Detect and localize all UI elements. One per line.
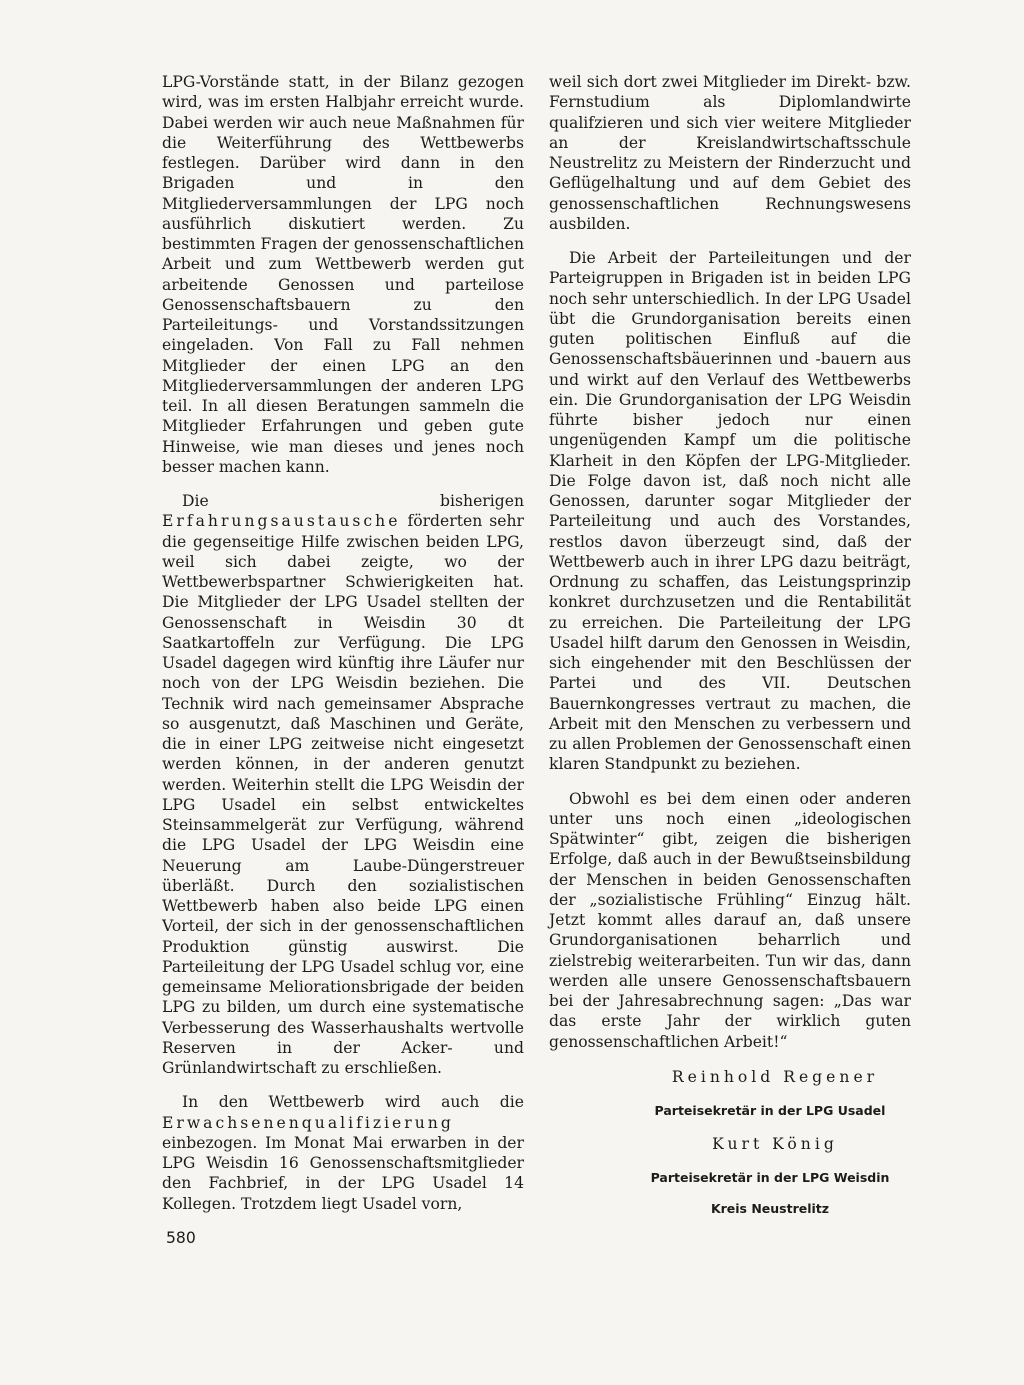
right-column [549,72,911,1231]
signature-block [549,1066,911,1217]
right-paragraph-1: weil sich dort zwei Mitglieder im Direkt- bzw. Fernstudium als Diplomlandwirte qualifzieren und sich vier weitere Mitglieder an der Kreislandwirtschaftsschule Neustrelitz zu Meistern der Rinderzucht und Geflügelhaltung und auf dem Gebiet des genossenschaftlichen Rechnungswesens ausbilden. [549,73,911,233]
signature-role-1: Parteisekretär in der LPG Usadel [654,1102,886,1118]
page-number: 580 [166,1229,196,1247]
right-paragraph-2: Die Arbeit der Parteileitungen und der Parteigruppen in Brigaden ist in beiden LPG noch sehr unterschiedlich. In der LPG Usadel übt die Grundorganisation bereits einen guten politischen Einfluß auf die Genossenschaftsbäuerinnen und -bauern aus und wirkt auf den Verlauf des Wettbewerbs ein. Die Grundorganisation der LPG Weisdin führte bisher jedoch nur einen ungenügenden Kampf um die politische Klarheit in den Köpfen der LPG-Mitglieder. Die Folge davon ist, daß noch nicht alle Genossen, darunter sogar Mitglieder der Parteileitung und auch des Vorstandes, restlos davon überzeugt sind, daß der Wettbewerb auch in ihrer LPG dazu beiträgt, Ordnung zu schaffen, das Leistungsprinzip konkret durchzusetzen und die Rentabilität zu erreichen. Die Parteileitung der LPG Usadel hilft darum den Genossen in Weisdin, sich eingehender mit den Beschlüssen der Partei und des VII. Deutschen Bauernkongresses vertraut zu machen, die Arbeit mit den Menschen zu verbessern und zu allen Problemen der Genossenschaft einen klaren Standpunkt zu beziehen. [549,249,911,774]
left-paragraph-3-prefix: In den Wettbewerb wird auch die [182,1093,524,1112]
signature-role-2: Parteisekretär in der LPG Weisdin [650,1169,890,1185]
left-paragraph-2-emphasis: Erfahrungsaustausche [162,512,401,531]
left-paragraph-3-emphasis: Erwachsenenqualifizierung [162,1113,454,1132]
signature-role-2-line-2: Kreis Neustrelitz [710,1200,830,1216]
left-paragraph-2-prefix: Die bisherigen [182,492,524,510]
right-paragraph-3: Obwohl es bei dem einen oder anderen unter uns noch einen „ideologischen Spätwinter“ gibt, zeigen die bisherigen Erfolge, daß auch in der Bewußtseinsbildung der Menschen in beiden Genossenschaften der „sozialistische Frühling“ Einzug hält. Jetzt kommt alles darauf an, daß unsere Grundorganisationen beharrlich und zielstrebig weiterarbeiten. Tun wir das, dann werden alle unsere Genossenschaftsbauern bei der Jahresabrechnung sagen: „Das war das erste Jahr der wirklich guten genossenschaftlichen Arbeit!“ [549,789,911,1051]
left-paragraph-1: LPG-Vorstände statt, in der Bilanz gezogen wird, was im ersten Halbjahr erreicht wurde. Dabei werden wir auch neue Maßnahmen für die Weiterführung des Wettbewerbs festlegen. Darüber wird dann in den Brigaden und in den Mitgliederversammlungen der LPG noch ausführlich diskutiert werden. Zu bestimmten Fragen der genossenschaftlichen Arbeit und zum Wettbewerb werden gut arbeitende Genossen und parteilose Genossenschaftsbauern zu den Parteileitungs- und Vorstandssitzungen eingeladen. Von Fall zu Fall nehmen Mitglieder der einen LPG an den Mitgliederversammlungen der anderen LPG teil. In all diesen Beratungen sammeln die Mitglieder Erfahrungen und geben gute Hinweise, wie man dieses und jenes noch besser machen kann. [162,73,524,476]
left-paragraph-2 [162,491,524,1078]
left-column [162,72,524,1228]
left-paragraph-3 [162,1092,524,1214]
left-paragraph-2-rest: förderten sehr die gegenseitige Hilfe zwischen beiden LPG, weil sich dabei zeigte, wo der Wettbewerbspartner Schwierigkeiten hat. Die Mitglieder der LPG Usadel stellten der Genossenschaft in Weisdin 30 dt Saatkartoffeln zur Verfügung. Die LPG Usadel dagegen wird künftig ihre Läufer nur noch von der LPG Weisdin beziehen. Die Technik wird nach gemeinsamer Absprache so ausgenutzt, daß Maschinen und Geräte, die in einer LPG zeitweise nicht eingesetzt werden können, in der anderen genutzt werden. Weiterhin stellt die LPG Weisdin der LPG Usadel ein selbst entwickeltes Steinsammelgerät zur Verfügung, während die LPG Usadel der LPG Weisdin eine Neuerung am Laube-Düngerstreuer überläßt. Durch den sozialistischen Wettbewerb haben also beide LPG einen Vorteil, der sich in der genossenschaftlichen Produktion günstig auswirst. Die Parteileitung der LPG Usadel schlug vor, eine gemeinsame Meliorationsbrigade der beiden LPG zu bilden, um durch eine systematische Verbesserung des Wasserhaushalts wertvolle Reserven in der Acker- und Grünlandwirtschaft zu erschließen. [162,512,524,1077]
signature-name-1: Reinhold Regener [671,1067,879,1086]
signature-name-2: Kurt König [712,1134,838,1153]
left-paragraph-3-rest: einbezogen. Im Monat Mai erwarben in der LPG Weisdin 16 Genossenschaftsmitglieder den Fachbrief, in der LPG Usadel 14 Kollegen. Trotzdem liegt Usadel vorn, [162,1133,524,1213]
